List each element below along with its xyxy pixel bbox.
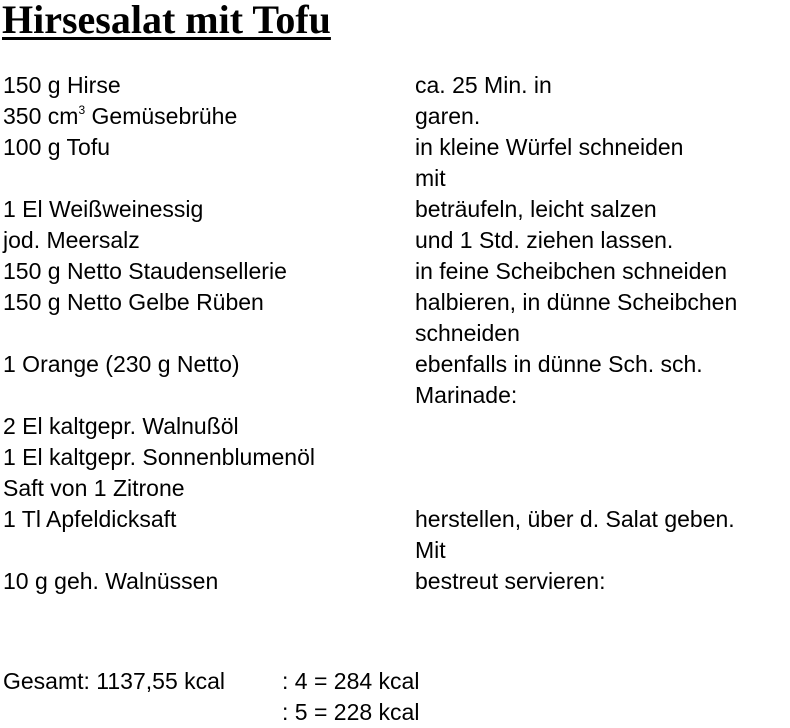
total-calories-label: Gesamt: 1137,55 kcal [3,668,226,694]
ingredients-column [3,70,315,597]
per-serving-4: : 4 = 284 kcal [282,668,420,694]
ingredient-line: jod. Meersalz [3,227,140,253]
instruction-line [415,411,737,442]
totals-row [3,666,419,697]
instruction-line: garen. [415,103,481,129]
instruction-line: in kleine Würfel schneiden [415,134,684,160]
instruction-line: mit [415,165,446,191]
ingredient-line: 1 El kaltgepr. Sonnenblumenöl [3,444,315,470]
ingredient-line [3,535,315,566]
ingredient-line [3,163,315,194]
per-serving-5: : 5 = 228 kcal [282,699,420,725]
instruction-line [415,473,737,504]
instruction-line: in feine Scheibchen schneiden [415,258,728,284]
ingredient-line: 1 El Weißweinessig [3,196,204,222]
ingredient-superscript: 3 [78,103,86,117]
instruction-line: halbieren, in dünne Scheibchen [415,289,738,315]
instruction-line [415,442,737,473]
calorie-totals [3,666,419,728]
instruction-line: bestreut servieren: [415,568,606,594]
ingredient-line: 150 g Hirse [3,72,121,98]
recipe-title: Hirsesalat mit Tofu [2,0,331,42]
ingredient-line: 1 Tl Apfeldicksaft [3,506,177,532]
instruction-line: ebenfalls in dünne Sch. sch. [415,351,703,377]
ingredient-line: Saft von 1 Zitrone [3,475,185,501]
ingredient-line: 100 g Tofu [3,134,111,160]
ingredient-text-suffix: Gemüsebrühe [85,103,238,129]
instruction-line: ca. 25 Min. in [415,72,552,98]
ingredient-line: 2 El kaltgepr. Walnußöl [3,413,239,439]
ingredient-line: 10 g geh. Walnüssen [3,568,219,594]
totals-label-spacer [3,697,282,728]
ingredient-line [3,380,315,411]
instruction-line: und 1 Std. ziehen lassen. [415,227,674,253]
ingredient-line [3,101,315,132]
instruction-line: schneiden [415,320,520,346]
instruction-line: beträufeln, leicht salzen [415,196,657,222]
ingredient-line: 1 Orange (230 g Netto) [3,351,240,377]
instructions-column [415,70,737,597]
instruction-line: herstellen, über d. Salat geben. [415,506,735,532]
ingredient-line: 150 g Netto Staudensellerie [3,258,287,284]
ingredient-line: 150 g Netto Gelbe Rüben [3,289,264,315]
ingredient-line [3,318,315,349]
instruction-line: Mit [415,537,446,563]
ingredient-text: 350 cm [3,103,79,129]
totals-row [3,697,419,728]
instruction-line: Marinade: [415,382,518,408]
